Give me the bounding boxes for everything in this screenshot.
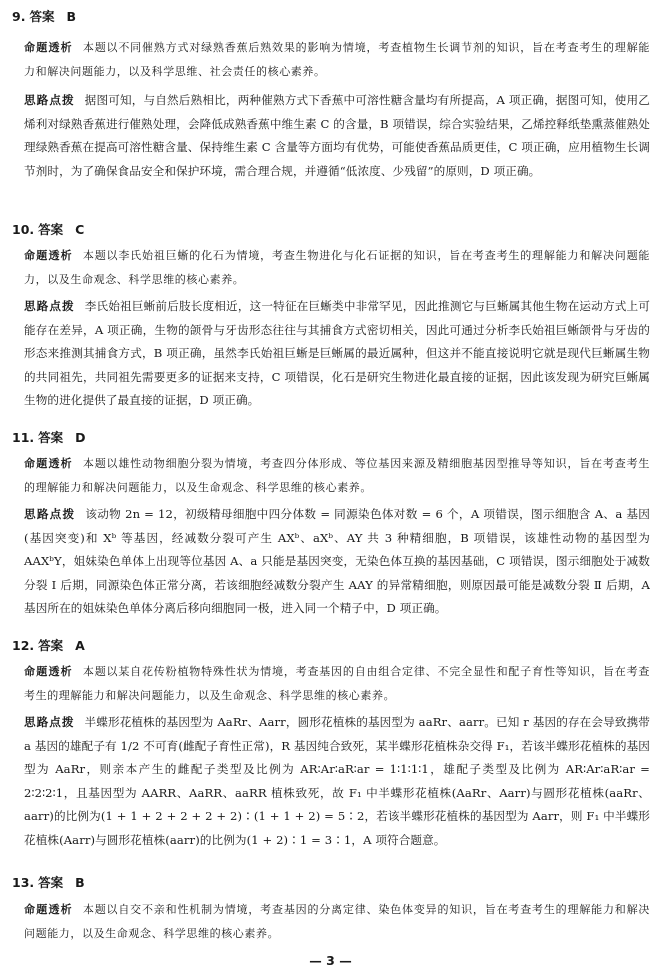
question-12-analysis [24, 660, 650, 707]
hint-text: 李氏始祖巨蜥前后肢长度相近，这一特征在巨蜥类中非常罕见，因此推测它与巨蜥属其他生物在运动方式上可能存在差异，A 项正确，生物的颌骨与牙齿形态往往与其捕食方式密切相关，因此可通过分析李氏始祖巨蜥颌骨与牙齿的形态来推测其捕食方式，B 项正确，虽然李氏始祖巨蜥是巨蜥属的最近属种，但这并不能直接说明它就是现代巨蜥属生物的共同祖先，共同祖先需要更多的证据来支持，C 项错误，化石是研究生物进化最直接的证据，因此该发现为研究巨蜥属生物的进化提供了最直接的证据，D 项正确。 [24, 299, 650, 408]
question-12-header [12, 636, 85, 654]
answer-label: 答案 [38, 430, 64, 445]
question-12-hint [24, 711, 650, 853]
answer-value: B [75, 875, 85, 890]
answer-label: 答案 [38, 222, 64, 237]
analysis-text: 本题以某自花传粉植物特殊性状为情境，考查基因的自由组合定律、不完全显性和配子育性等知识，旨在考查考生的理解能力和解决问题能力，以及生命观念、科学思维的核心素养。 [24, 665, 651, 702]
question-10-analysis [24, 244, 650, 291]
question-11-analysis [24, 452, 650, 499]
question-number: 10. [12, 222, 35, 237]
answer-value: A [75, 638, 85, 653]
question-11-hint [24, 503, 650, 621]
question-11-header [12, 428, 86, 446]
answer-label: 答案 [29, 9, 55, 24]
analysis-label: 命题透析 [24, 249, 73, 262]
hint-text: 据图可知，与自然后熟相比，两种催熟方式下香蕉中可溶性糖含量均有所提高，A 项正确，据图可知，使用乙烯利对绿熟香蕉进行催熟处理，会降低成熟香蕉中维生素 C 的含量，B 项错误，综合实验结果，乙烯控释纸垫熏蒸催熟处理绿熟香蕉在提高可溶性糖含量、保持维生素 C 含量等方面均有优势，可能使香蕉品质更佳，C 项正确，应用植物生长调节剂时，为了确保食品安全和保护环境，需合理合规，并遵循“低浓度、少残留”的原则，D 项正确。 [24, 93, 650, 178]
question-number: 9. [12, 9, 26, 24]
analysis-text: 本题以李氏始祖巨蜥的化石为情境，考查生物进化与化石证据的知识，旨在考查考生的理解能力和解决问题能力，以及生命观念、科学思维的核心素养。 [24, 249, 651, 286]
question-9-hint [24, 89, 650, 183]
analysis-text: 本题以雄性动物细胞分裂为情境，考查四分体形成、等位基因来源及精细胞基因型推导等知识，旨在考查考生的理解能力和解决问题能力，以及生命观念、科学思维的核心素养。 [24, 457, 651, 494]
analysis-label: 命题透析 [24, 903, 73, 916]
question-9-header [12, 7, 76, 25]
question-10-hint [24, 295, 650, 413]
question-13-header [12, 873, 85, 891]
answer-label: 答案 [38, 875, 64, 890]
question-9-analysis [24, 36, 650, 83]
answer-value: C [75, 222, 85, 237]
question-10-header [12, 220, 84, 238]
question-number: 12. [12, 638, 35, 653]
hint-text: 该动物 2n = 12，初级精母细胞中四分体数 = 同源染色体对数 = 6 个，A 项错误，图示细胞含 A、a 基因(基因突变)和 Xᵇ 等基因，经减数分裂可产生 AXᵇ、aXᵇ、AY 共 3 种精细胞，B 项错误，该雄性动物的基因型为 AAXᵇY，姐妹染色单体上出现等位基因 A、a 只能是基因突变，无染色体互换的基因基础，C 项错误，图示细胞处于减数分裂 Ⅰ 后期，同源染色体正常分离，若该细胞经减数分裂产生 AAY 的异常精细胞，则原因最可能是减数分裂 Ⅱ 后期，A 基因所在的姐妹染色单体分离后移向细胞同一极，进入同一个精子中，D 项正确。 [24, 507, 650, 616]
hint-label: 思路点拨 [24, 93, 75, 107]
analysis-text: 本题以不同催熟方式对绿熟香蕉后熟效果的影响为情境，考查植物生长调节剂的知识，旨在考查考生的理解能力和解决问题能力，以及科学思维、社会责任的核心素养。 [24, 41, 651, 78]
analysis-label: 命题透析 [24, 457, 73, 470]
question-13-analysis [24, 898, 650, 945]
analysis-text: 本题以自交不亲和性机制为情境，考查基因的分离定律、染色体变异的知识，旨在考查考生的理解能力和解决问题能力，以及生命观念、科学思维的核心素养。 [24, 903, 651, 940]
hint-label: 思路点拨 [24, 507, 76, 521]
answer-value: D [75, 430, 86, 445]
question-number: 13. [12, 875, 35, 890]
answer-label: 答案 [38, 638, 64, 653]
answer-value: B [66, 9, 76, 24]
analysis-label: 命题透析 [24, 665, 73, 678]
question-number: 11. [12, 430, 35, 445]
hint-text: 半蝶形花植株的基因型为 AaRr、Aarr，圆形花植株的基因型为 aaRr、aarr。已知 r 基因的存在会导致携带 a 基因的雄配子有 1/2 不可育(雌配子育性正常)，R 基因纯合致死，某半蝶形花植株杂交得 F₁，若该半蝶形花植株的基因型为 AaRr，则亲本产生的雌配子类型及比例为 AR∶Ar∶aR∶ar = 1∶1∶1∶1，雄配子类型及比例为 AR∶Ar∶aR∶ar = 2∶2∶2∶1，且基因型为 AARR、AaRR、aaRR 植株致死，故 F₁ 中半蝶形花植株(AaRr、Aarr)与圆形花植株(aaRr、aarr)的比例为(1 + 1 + 2 + 2 + 2 + 2)∶(1 + 1 + 2) = 5∶2，若该半蝶形花植株的基因型为 Aarr，则 F₁ 中半蝶形花植株(Aarr)与圆形花植株(aarr)的比例为(1 + 2)∶1 = 3∶1，A 项符合题意。 [24, 715, 650, 847]
hint-label: 思路点拨 [24, 299, 75, 313]
analysis-label: 命题透析 [24, 41, 73, 54]
page-number: — 3 — [309, 953, 352, 968]
hint-label: 思路点拨 [24, 715, 75, 729]
